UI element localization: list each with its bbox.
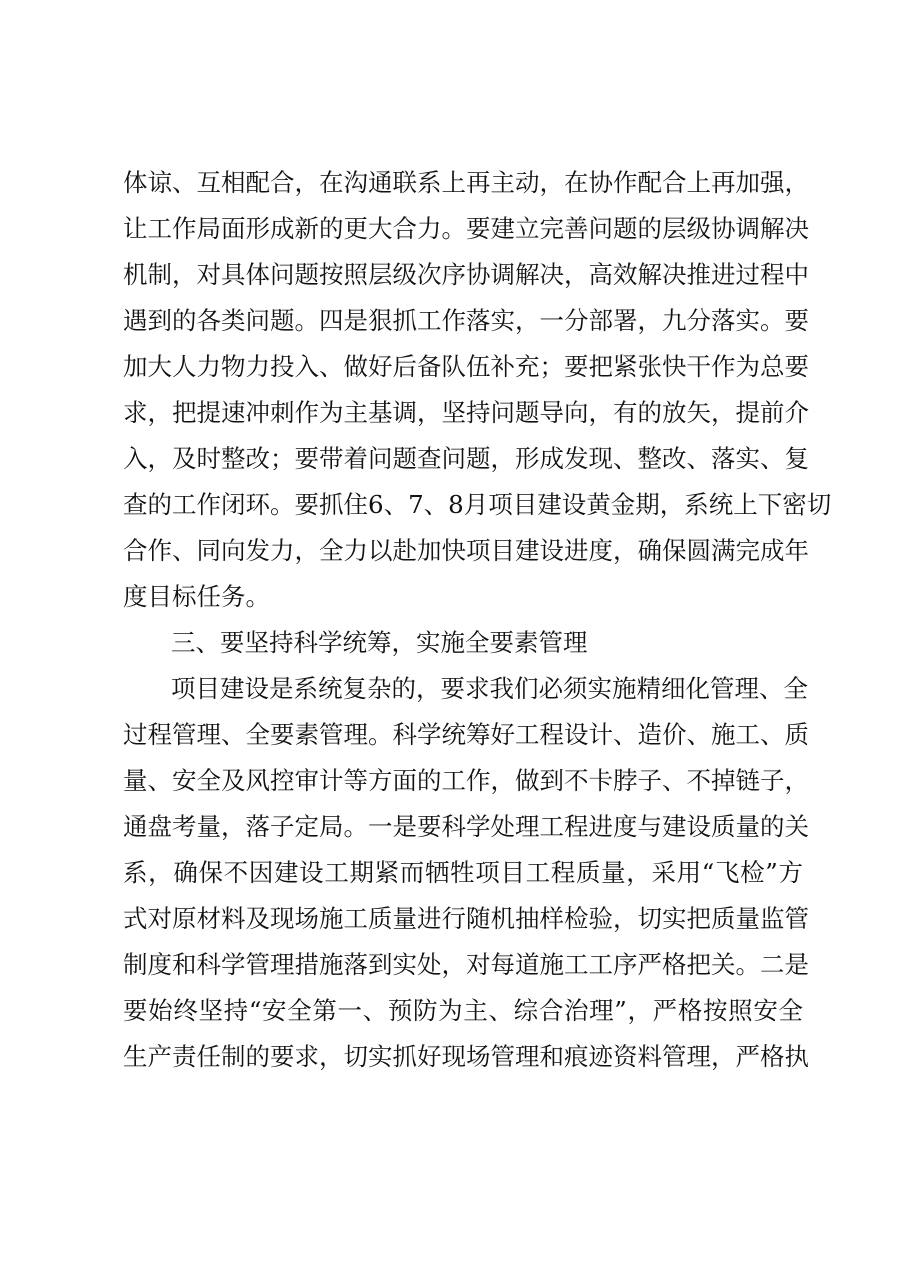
paragraph-line: 加大人力物力投入、做好后备队伍补充；要把紧张快干作为总要: [123, 352, 809, 381]
section-heading: 三、要坚持科学统筹，实施全要素管理: [171, 628, 588, 657]
paragraph-line: 查的工作闭环。要抓住6、7、8月项目建设黄金期，系统上下密切: [123, 490, 832, 519]
paragraph-line: 要始终坚持“安全第一、预防为主、综合治理”，严格按照安全: [123, 996, 803, 1025]
paragraph-line: 机制，对具体问题按照层级次序协调解决，高效解决推进过程中: [123, 260, 809, 289]
paragraph-line: 入，及时整改；要带着问题查问题，形成发现、整改、落实、复: [123, 444, 809, 473]
paragraph-line: 量、安全及风控审计等方面的工作，做到不卡脖子、不掉链子，: [123, 766, 809, 795]
paragraph-line: 生产责任制的要求，切实抓好现场管理和痕迹资料管理，严格执: [123, 1042, 809, 1071]
paragraph-line: 过程管理、全要素管理。科学统筹好工程设计、造价、施工、质: [123, 720, 809, 749]
paragraph-line: 式对原材料及现场施工质量进行随机抽样检验，切实把质量监管: [123, 904, 809, 933]
paragraph-line: 遇到的各类问题。四是狠抓工作落实，一分部署，九分落实。要: [123, 306, 809, 335]
paragraph-line: 通盘考量，落子定局。一是要科学处理工程进度与建设质量的关: [123, 812, 809, 841]
paragraph-line: 合作、同向发力，全力以赴加快项目建设进度，确保圆满完成年: [123, 536, 809, 565]
paragraph-line: 度目标任务。: [123, 582, 270, 611]
paragraph-line: 求，把提速冲刺作为主基调，坚持问题导向，有的放矢，提前介: [123, 398, 809, 427]
paragraph-line: 制度和科学管理措施落到实处，对每道施工工序严格把关。二是: [123, 950, 809, 979]
document-body: [123, 160, 832, 1080]
paragraph-line: 让工作局面形成新的更大合力。要建立完善问题的层级协调解决: [123, 214, 809, 243]
paragraph-line: 项目建设是系统复杂的，要求我们必须实施精细化管理、全: [171, 674, 808, 703]
paragraph-line: 体谅、互相配合，在沟通联系上再主动，在协作配合上再加强，: [123, 168, 809, 197]
paragraph-line: 系，确保不因建设工期紧而牺牲项目工程质量，采用“飞检”方: [123, 858, 803, 887]
